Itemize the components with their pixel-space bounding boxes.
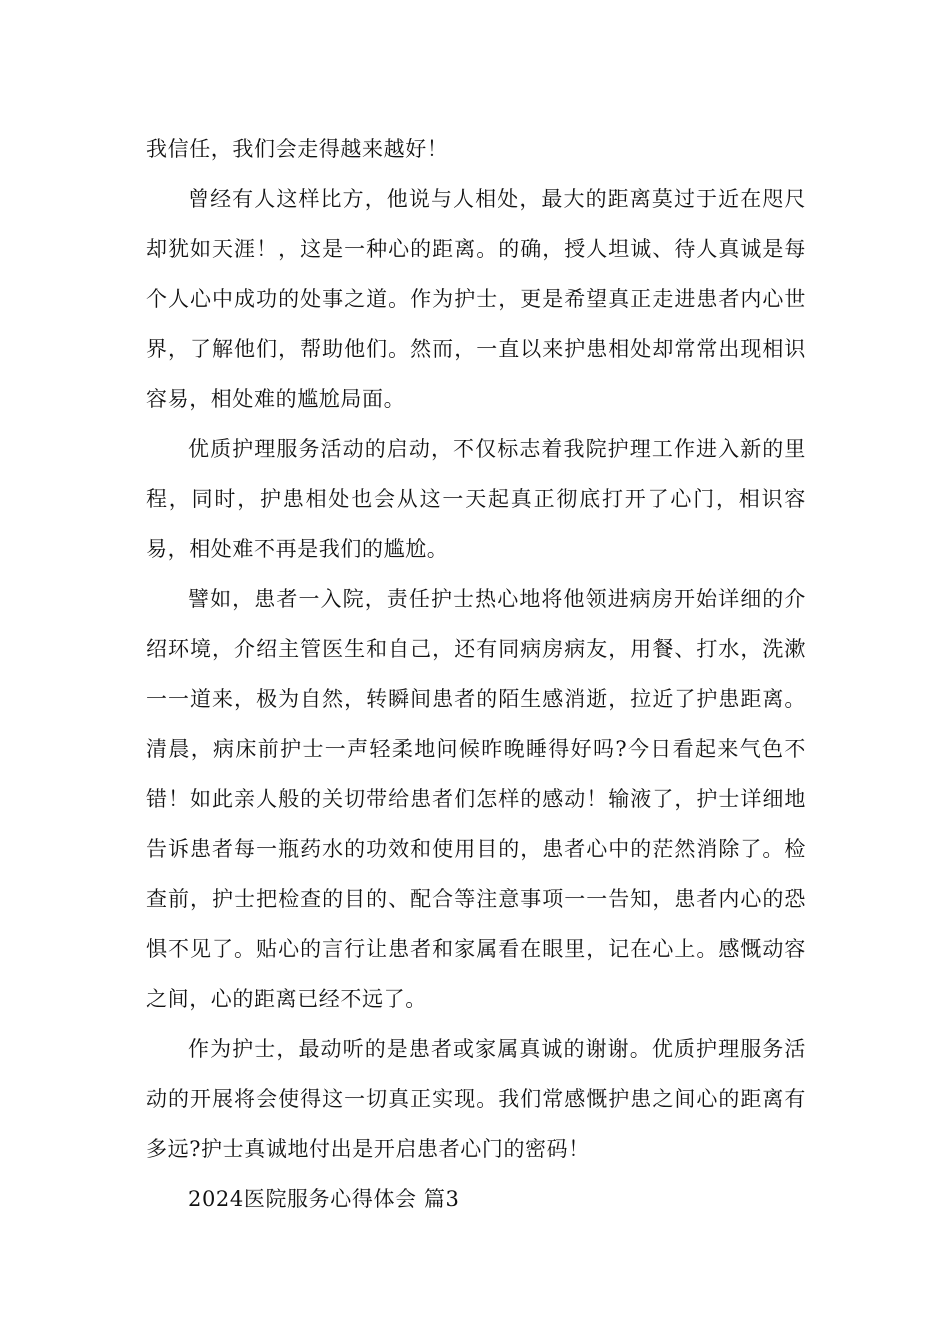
document-body [146, 124, 806, 1224]
paragraph-1: 我信任，我们会走得越来越好！ [146, 137, 449, 161]
paragraph-2: 曾经有人这样比方，他说与人相处，最大的距离莫过于近在咫尺却犹如天涯！，这是一种心的距离。的确，授人坦诚、待人真诚是每个人心中成功的处事之道。作为护士，更是希望真正走进患者内心世界，了解他们，帮助他们。然而，一直以来护患相处却常常出现相识容易，相处难的尴尬局面。 [146, 187, 806, 411]
paragraph-3: 优质护理服务活动的启动，不仅标志着我院护理工作进入新的里程，同时，护患相处也会从这一天起真正彻底打开了心门，相识容易，相处难不再是我们的尴尬。 [146, 437, 806, 561]
section-heading: 2024医院服务心得体会 篇3 [188, 1187, 460, 1211]
paragraph-5: 作为护士，最动听的是患者或家属真诚的谢谢。优质护理服务活动的开展将会使得这一切真正实现。我们常感慨护患之间心的距离有多远?护士真诚地付出是开启患者心门的密码！ [146, 1037, 806, 1161]
paragraph-4: 譬如，患者一入院，责任护士热心地将他领进病房开始详细的介绍环境，介绍主管医生和自己，还有同病房病友，用餐、打水，洗漱一一道来，极为自然，转瞬间患者的陌生感消逝，拉近了护患距离。清晨，病床前护士一声轻柔地问候昨晚睡得好吗?今日看起来气色不错！如此亲人般的关切带给患者们怎样的感动！输液了，护士详细地告诉患者每一瓶药水的功效和使用目的，患者心中的茫然消除了。检查前，护士把检查的目的、配合等注意事项一一告知，患者内心的恐惧不见了。贴心的言行让患者和家属看在眼里，记在心上。感慨动容之间，心的距离已经不远了。 [146, 587, 806, 1011]
